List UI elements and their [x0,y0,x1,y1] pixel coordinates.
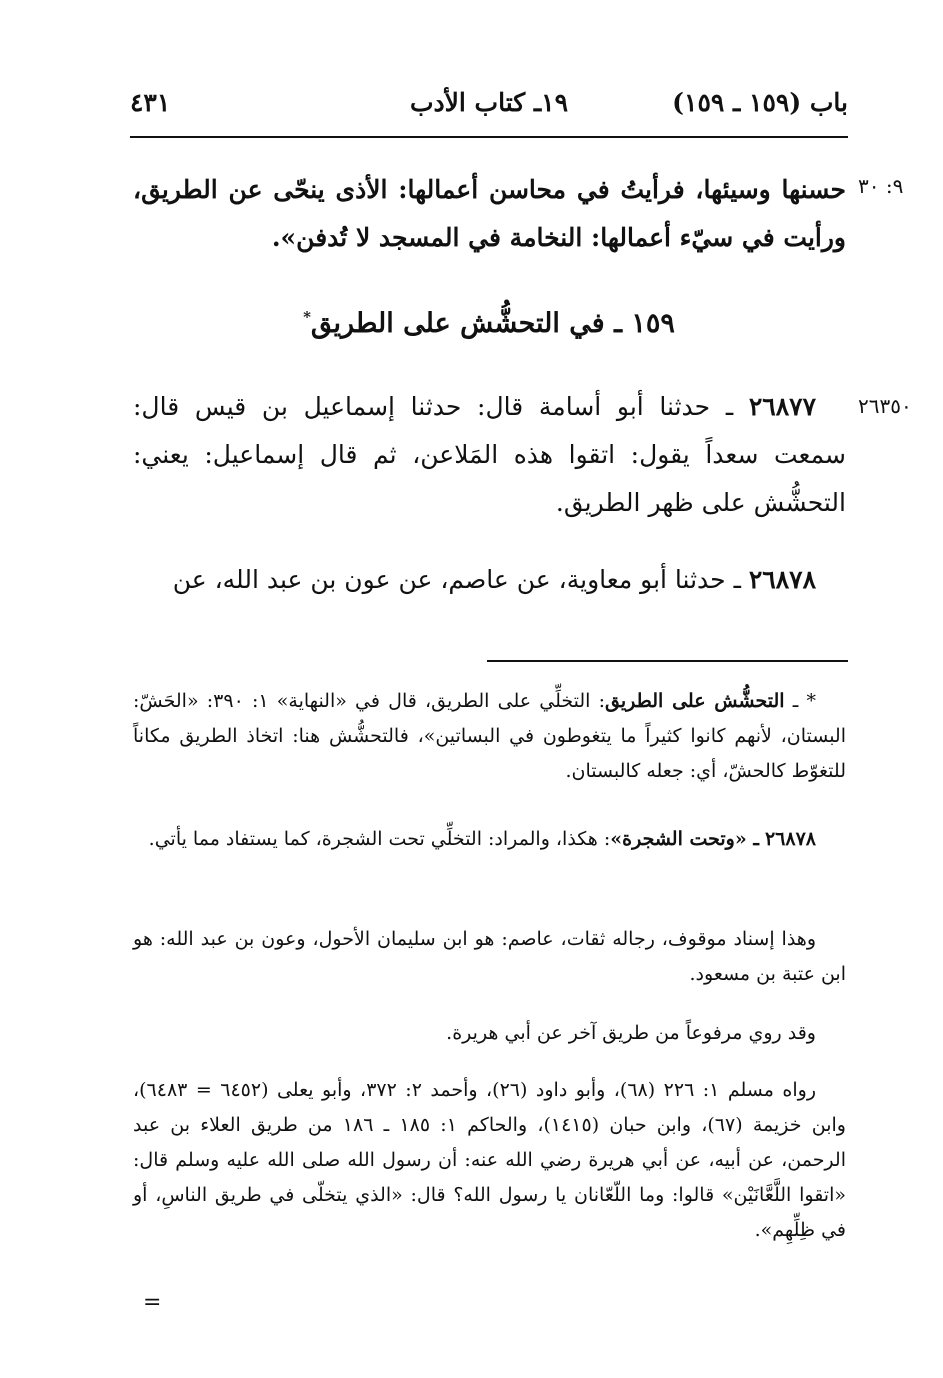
footnote-text: : هكذا، والمراد: التخلِّي تحت الشجرة، كما يستفاد مما يأتي. [148,828,611,850]
footnote-hadith-number: ٢٦٨٧٨ [764,828,816,850]
hadith-26878 [133,556,846,604]
hadith-text: ـ حدثنا أبو أسامة قال: حدثنا إسماعيل بن قيس قال: سمعت سعداً يقول: اتقوا هذه المَلاعن، ثم قال إسماعيل: يعني: التحشُّش على ظهر الطريق. [133,392,846,517]
reference-number-marker: ٢٦٣٥٠ [858,394,912,418]
footnote-paragraph-isnad [133,922,846,992]
continuation-mark: = [143,1290,162,1315]
hadith-number: ٢٦٨٧٨ [748,565,816,594]
header-page-number: ٤٣١ [130,88,171,117]
volume-page-marker: ٩: ٣٠ [858,174,904,198]
running-header [130,88,848,128]
header-book-title: ١٩ـ كتاب الأدب [409,88,569,117]
chapter-heading [130,308,848,339]
continuation-paragraph: حسنها وسيئها، فرأيتُ في محاسن أعمالها: الأذى ينحّى عن الطريق، ورأيت في سيّء أعمالها: النخامة في المسجد لا تُدفن». [133,175,846,252]
footnote-text: وهذا إسناد موقوف، رجاله ثقات، عاصم: هو ابن سليمان الأحول، وعون بن عبد الله: هو ابن عتبة بن مسعود. [133,928,846,985]
footnote-term: التحشُّش على الطريق [605,690,785,712]
hadith-26877 [133,383,846,527]
chapter-heading-text: ١٥٩ ـ في التحشُّش على الطريق [310,308,675,339]
footnote-text: رواه مسلم ١: ٢٢٦ (٦٨)، وأبو داود (٢٦)، وأحمد ٢: ٣٧٢، وأبو يعلى (٦٤٥٢ = ٦٤٨٣)، وابن خزيمة (٦٧)، وابن حبان (١٤١٥)، والحاكم ١: ١٨٥ ـ ١٨٦ من طريق العلاء بن عبد الرحمن، عن أبيه، عن أبي هريرة رضي الله عنه: أن رسول الله صلى الله عليه وسلم قال: «اتقوا اللَّعَّانَيْن» قالوا: وما اللّعّانان يا رسول الله؟ قال: «الذي يتخلّى في طريق الناسِ، أو في ظِلِّهِم». [133,1079,846,1241]
footnote-paragraph-takhrij [133,1073,846,1248]
footnote-hadith-26878 [133,822,846,857]
header-divider [130,136,848,138]
hadith-number: ٢٦٨٧٧ [748,392,816,421]
footnote-star [133,684,846,789]
footnote-text: وقد روي مرفوعاً من طريق آخر عن أبي هريرة. [446,1022,816,1044]
footnote-text: : التخلِّي على الطريق، قال في «النهاية» ١: ٣٩٠: «الحَشّ: البستان، لأنهم كانوا كثيراً ما يتغوطون في البساتين»، فالتحشُّش هنا: اتخاذ الطريق مكاناً للتغوّط كالحشّ، أي: جعله كالبستان. [133,690,846,782]
footnote-divider [487,660,848,662]
footnote-marker: * ـ [792,690,816,712]
footnote-paragraph-marfu [133,1016,846,1051]
footnote-term: ـ «وتحت الشجرة» [610,828,759,850]
hadith-text: ـ حدثنا أبو معاوية، عن عاصم، عن عون بن عبد الله، عن [172,565,741,594]
heading-footnote-star: * [303,308,311,326]
header-chapter-range: باب (١٥٩ ـ ١٥٩) [672,88,848,117]
